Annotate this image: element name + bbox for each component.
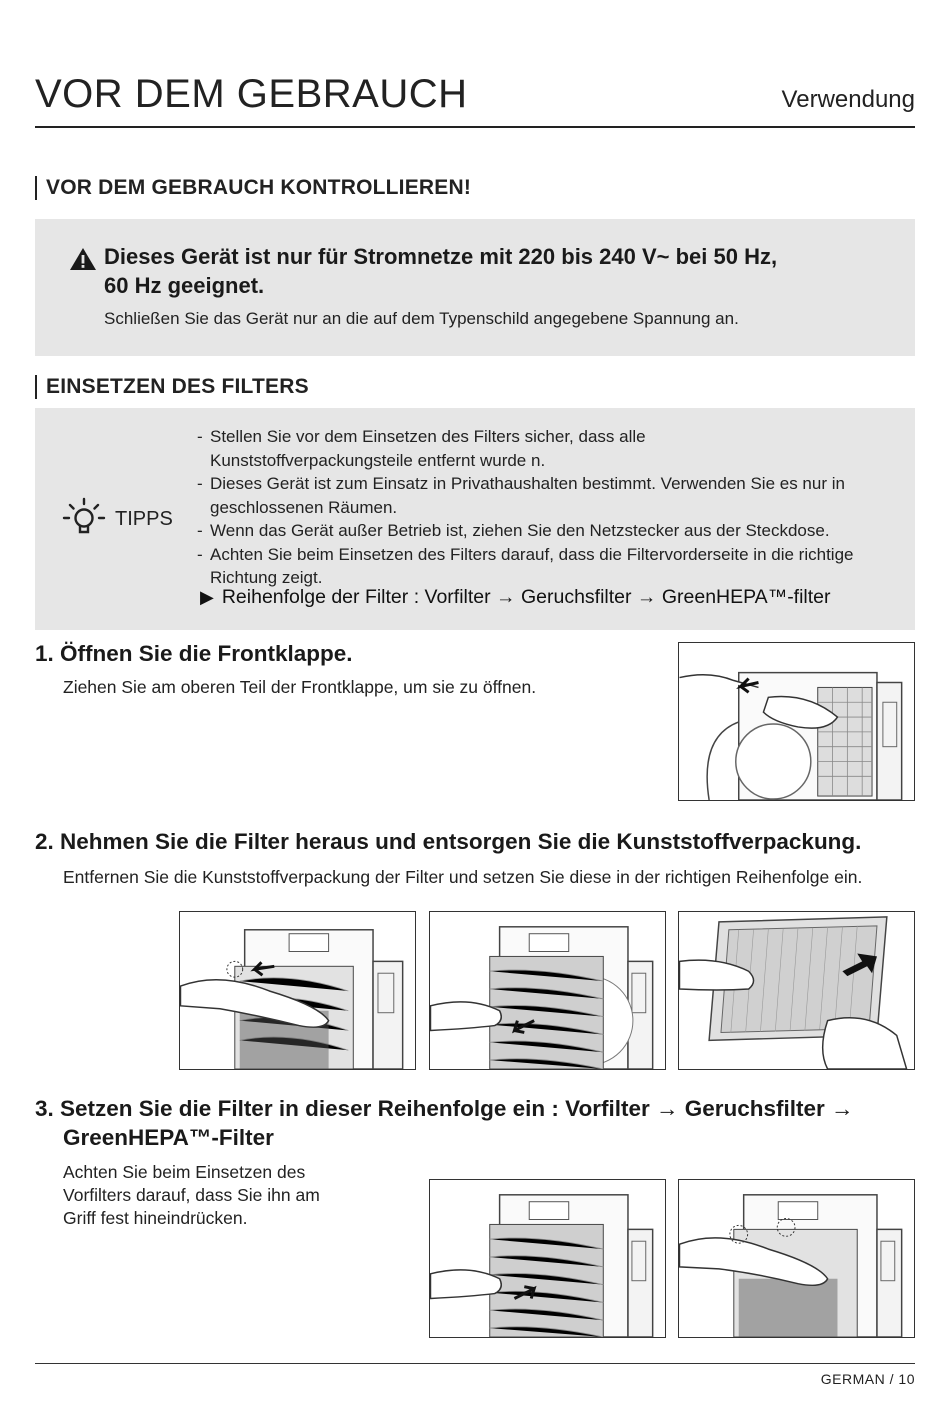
figure-remove-hepa-filter bbox=[678, 911, 915, 1070]
step-3-title-line-2: GreenHEPA™-Filter bbox=[63, 1125, 274, 1150]
section-label: Verwendung bbox=[781, 86, 915, 113]
warning-icon bbox=[69, 247, 97, 271]
tips-label: TIPPS bbox=[115, 508, 173, 530]
footer-divider bbox=[35, 1363, 915, 1364]
step-3-text-line-3: Griff fest hineindrücken. bbox=[63, 1208, 248, 1228]
figure-remove-prefilter bbox=[179, 911, 416, 1070]
play-triangle-icon: ▶ bbox=[200, 587, 214, 607]
warning-line-2: 60 Hz geeignet. bbox=[104, 273, 265, 298]
step-2-text: Entfernen Sie die Kunststoffverpackung der Filter und setzen Sie diese in der richtigen Reihenfolge ein. bbox=[63, 867, 863, 887]
figure-remove-odor-filter bbox=[429, 911, 666, 1070]
figure-close-front-cover bbox=[678, 1179, 915, 1338]
step-3-text-line-1: Achten Sie beim Einsetzen des bbox=[63, 1162, 306, 1182]
step-1-text: Ziehen Sie am oberen Teil der Frontklappe, um sie zu öffnen. bbox=[63, 677, 537, 697]
figure-insert-prefilter bbox=[429, 1179, 666, 1338]
step-2-title: 2. Nehmen Sie die Filter heraus und entsorgen Sie die Kunststoffverpackung. bbox=[35, 829, 862, 854]
step-1-title: 1. Öffnen Sie die Frontklappe. bbox=[35, 641, 353, 666]
filter-order-text: Reihenfolge der Filter : Vorfilter → Geruchsfilter → GreenHEPA™-filter bbox=[221, 586, 831, 608]
check-heading: VOR DEM GEBRAUCH KONTROLLIEREN! bbox=[35, 176, 471, 200]
step-3-title-line-1: 3. Setzen Sie die Filter in dieser Reihenfolge ein : Vorfilter → Geruchsfilter → bbox=[35, 1096, 854, 1121]
warning-line-1: Dieses Gerät ist nur für Stromnetze mit 220 bis 240 V~ bei 50 Hz, bbox=[104, 244, 778, 269]
tip-item: - Stellen Sie vor dem Einsetzen des Filters sicher, dass alle Kunststoffverpackungsteile entfernt wurde n. bbox=[197, 425, 717, 472]
step-3-text-line-2: Vorfilters darauf, dass Sie ihn am bbox=[63, 1185, 320, 1205]
tip-item: - Wenn das Gerät außer Betrieb ist, ziehen Sie den Netzstecker aus der Steckdose. bbox=[197, 519, 907, 543]
tips-list bbox=[197, 425, 907, 590]
header-divider bbox=[35, 126, 915, 128]
tip-item: - Dieses Gerät ist zum Einsatz in Privathaushalten bestimmt. Verwenden Sie es nur in geschlossenen Räumen. bbox=[197, 472, 887, 519]
page-number: GERMAN / 10 bbox=[820, 1371, 915, 1387]
tip-item: - Achten Sie beim Einsetzen des Filters darauf, dass die Filtervorderseite in die richtige Richtung zeigt. bbox=[197, 543, 887, 590]
figure-open-front-cover bbox=[678, 642, 915, 801]
lightbulb-icon bbox=[62, 497, 106, 541]
page-title: VOR DEM GEBRAUCH bbox=[35, 72, 468, 116]
warning-subtext: Schließen Sie das Gerät nur an die auf dem Typenschild angegebene Spannung an. bbox=[104, 309, 739, 328]
filter-order bbox=[200, 586, 831, 609]
filter-heading: EINSETZEN DES FILTERS bbox=[35, 375, 309, 399]
